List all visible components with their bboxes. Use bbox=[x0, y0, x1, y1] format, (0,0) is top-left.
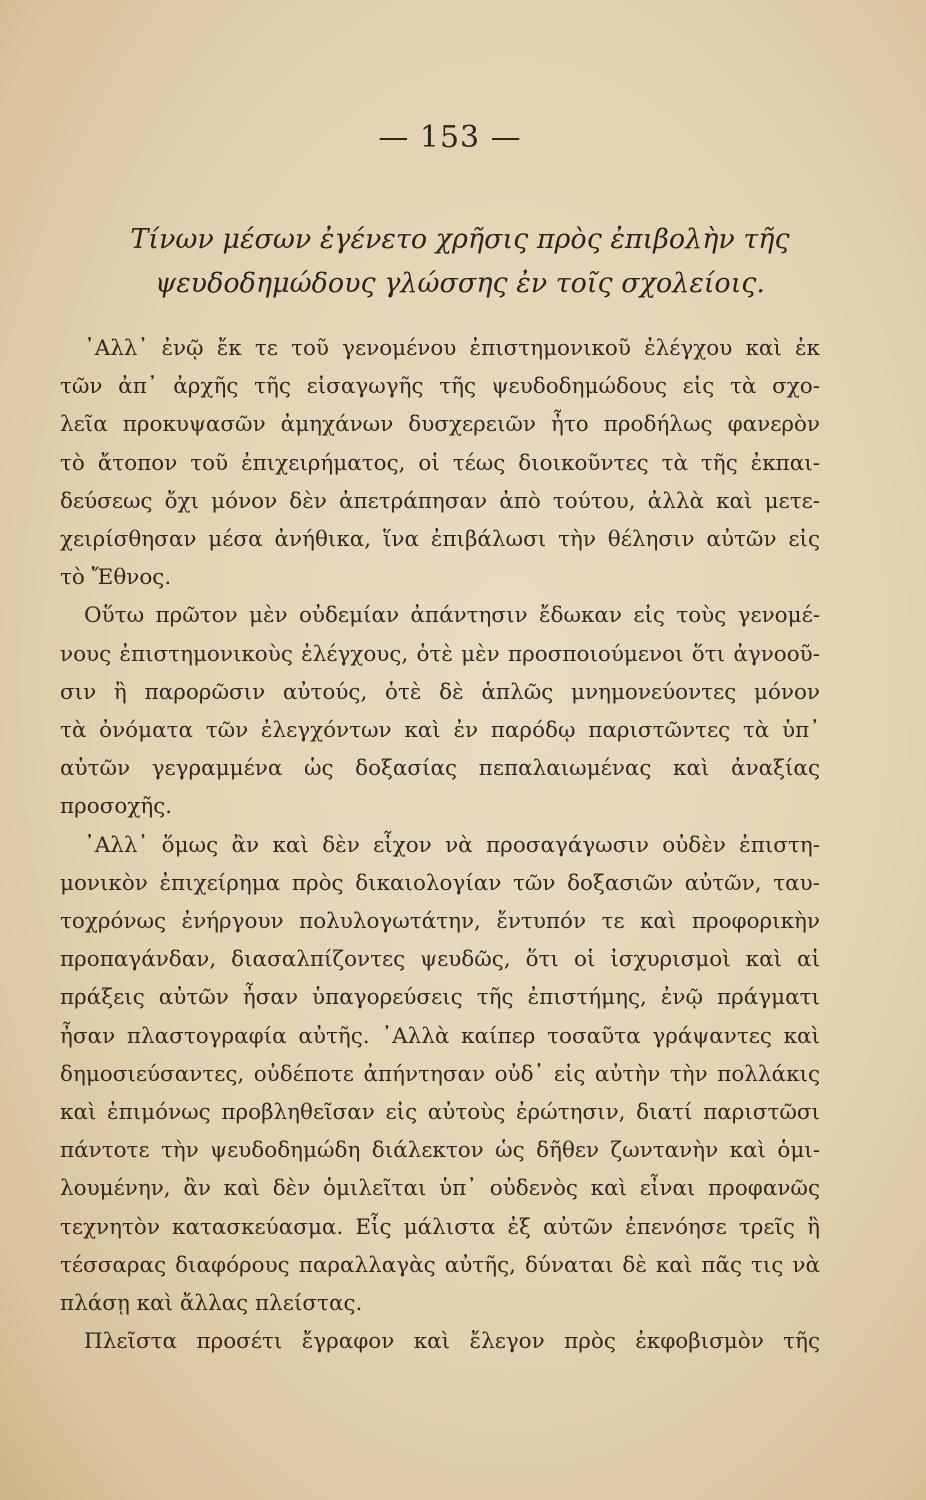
heading-line-1: Τίνων μέσων ἐγένετο χρῆσις πρὸς ἐπιβολὴν τῆς bbox=[130, 224, 790, 255]
paragraph-4 bbox=[60, 1323, 820, 1361]
text-line: τῶν ἀπ᾽ ἀρχῆς τῆς εἰσαγωγῆς τῆς ψευδοδημώδους εἰς τὰ σχο- bbox=[60, 374, 820, 400]
text-line: δημοσιεύσαντες, οὐδέποτε ἀπήντησαν οὐδ᾽ εἰς αὐτὴν τὴν πολλάκις bbox=[60, 1061, 820, 1087]
paragraph-3 bbox=[60, 827, 820, 1324]
text-line: τεχνητὸν κατασκεύασμα. Εἷς μάλιστα ἐξ αὐτῶν ἐπενόησε τρεῖς ἢ bbox=[60, 1214, 820, 1240]
text-line: νους ἐπιστημονικοὺς ἐλέγχους, ὁτὲ μὲν προσποιούμενοι ὅτι ἀγνοοῦ- bbox=[60, 641, 820, 667]
text-line: τέσσαρας διαφόρους παραλλαγὰς αὐτῆς, δύναται δὲ καὶ πᾶς τις νὰ bbox=[60, 1252, 820, 1278]
text-line: σιν ἢ παρορῶσιν αὐτούς, ὁτὲ δὲ ἁπλῶς μνημονεύοντες μόνον bbox=[60, 679, 820, 705]
text-line: ἦσαν πλαστογραφία αὐτῆς. ᾿Αλλὰ καίπερ τοσαῦτα γράψαντες καὶ bbox=[60, 1023, 820, 1049]
text-line: Οὕτω πρῶτον μὲν οὐδεμίαν ἀπάντησιν ἔδωκαν εἰς τοὺς γενομέ- bbox=[84, 603, 820, 629]
body-text bbox=[60, 330, 820, 1361]
text-line: πάντοτε τὴν ψευδοδημώδη διάλεκτον ὡς δῆθεν ζωντανὴν καὶ ὁμι- bbox=[60, 1138, 820, 1164]
section-heading bbox=[90, 218, 830, 306]
page-number: — 153 — bbox=[378, 120, 522, 155]
text-line: τοχρόνως ἐνήργουν πολυλογωτάτην, ἔντυπόν τε καὶ προφορικὴν bbox=[60, 909, 820, 935]
heading-line-2: ψευδοδημώδους γλώσσης ἐν τοῖς σχολείοις. bbox=[155, 268, 765, 299]
paragraph-1 bbox=[60, 330, 820, 597]
text-line: δεύσεως ὄχι μόνον δὲν ἀπετράπησαν ἀπὸ τούτου, ἀλλὰ καὶ μετε- bbox=[60, 488, 820, 514]
text-line: καὶ ἐπιμόνως προβληθεῖσαν εἰς αὐτοὺς ἐρώτησιν, διατί παριστῶσι bbox=[60, 1100, 820, 1126]
text-line: προπαγάνδαν, διασαλπίζοντες ψευδῶς, ὅτι οἱ ἰσχυρισμοὶ καὶ αἱ bbox=[60, 947, 820, 973]
text-line: ᾿Αλλ᾽ ἐνῷ ἔκ τε τοῦ γενομένου ἐπιστημονικοῦ ἐλέγχου καὶ ἐκ bbox=[84, 336, 820, 361]
text-line: λουμένην, ἂν καὶ δὲν ὁμιλεῖται ὑπ᾽ οὐδενὸς καὶ εἶναι προφανῶς bbox=[60, 1176, 820, 1202]
text-line: πλάσῃ καὶ ἄλλας πλείστας. bbox=[60, 1291, 363, 1317]
text-line: λεῖα προκυψασῶν ἀμηχάνων δυσχερειῶν ἦτο προδήλως φανερὸν bbox=[60, 412, 820, 438]
paragraph-2 bbox=[60, 597, 820, 826]
text-line: πράξεις αὐτῶν ἦσαν ὑπαγορεύσεις τῆς ἐπιστήμης, ἐνῷ πράγματι bbox=[60, 985, 820, 1011]
text-line: Πλεῖστα προσέτι ἔγραφον καὶ ἔλεγον πρὸς ἐκφοβισμὸν τῆς bbox=[84, 1329, 820, 1355]
text-line: χειρίσθησαν μέσα ἀνήθικα, ἵνα ἐπιβάλωσι τὴν θέλησιν αὐτῶν εἰς bbox=[60, 527, 820, 553]
text-line: τὰ ὀνόματα τῶν ἐλεγχόντων καὶ ἐν παρόδῳ παριστῶντες τὰ ὑπ᾽ bbox=[60, 718, 820, 744]
text-line: τὸ ἄτοπον τοῦ ἐπιχειρήματος, οἱ τέως διοικοῦντες τὰ τῆς ἐκπαι- bbox=[60, 450, 820, 476]
text-line: ᾿Αλλ᾽ ὅμως ἂν καὶ δὲν εἶχον νὰ προσαγάγωσιν οὐδὲν ἐπιστη- bbox=[84, 832, 820, 858]
text-line: αὐτῶν γεγραμμένα ὡς δοξασίας πεπαλαιωμένας καὶ ἀναξίας bbox=[60, 756, 820, 782]
text-line: προσοχῆς. bbox=[60, 794, 173, 820]
text-line: τὸ Ἔθνος. bbox=[60, 565, 172, 591]
text-line: μονικὸν ἐπιχείρημα πρὸς δικαιολογίαν τῶν δοξασιῶν αὐτῶν, ταυ- bbox=[60, 870, 820, 896]
